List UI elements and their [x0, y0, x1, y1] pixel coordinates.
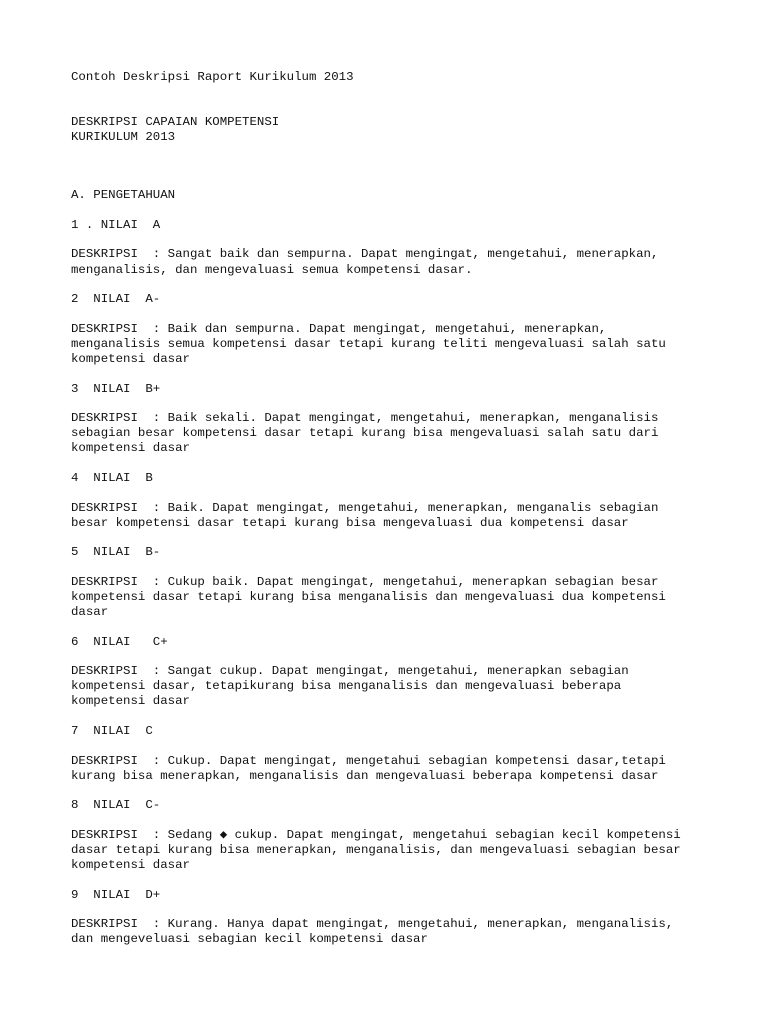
grade-description	[71, 411, 731, 456]
grade-description	[71, 247, 731, 277]
grade-label: 7 NILAI C	[71, 723, 153, 738]
description-line: kurang bisa menerapkan, menganalisis dan mengevaluasi beberapa kompetensi dasar	[71, 768, 659, 783]
grade-description	[71, 754, 731, 784]
spacer	[71, 145, 731, 188]
spacer	[71, 278, 731, 293]
spacer	[71, 784, 731, 799]
description-line: DESKRIPSI : Kurang. Hanya dapat mengingat, mengetahui, menerapkan, menganalisis,	[71, 917, 674, 932]
spacer	[71, 397, 731, 412]
spacer	[71, 620, 731, 635]
spacer	[71, 307, 731, 322]
description-line: menganalisis semua kompetensi dasar tetapi kurang teliti mengevaluasi salah satu	[71, 336, 666, 351]
description-line: besar kompetensi dasar tetapi kurang bisa mengevaluasi dua kompetensi dasar	[71, 515, 629, 530]
spacer	[71, 203, 731, 218]
grade-label: 9 NILAI D+	[71, 887, 161, 902]
grade-label: 1 . NILAI A	[71, 217, 161, 232]
spacer	[71, 85, 731, 115]
spacer	[71, 233, 731, 248]
spacer	[71, 486, 731, 501]
spacer	[71, 903, 731, 918]
section-heading: A. PENGETAHUAN	[71, 188, 176, 203]
description-line: DESKRIPSI : Baik sekali. Dapat mengingat, mengetahui, menerapkan, menganalisis	[71, 411, 659, 426]
spacer	[71, 456, 731, 471]
grade-label: 6 NILAI C+	[71, 634, 168, 649]
description-line: kompetensi dasar	[71, 441, 190, 456]
description-line: DESKRIPSI : Cukup baik. Dapat mengingat, mengetahui, menerapkan sebagian besar	[71, 574, 659, 589]
spacer	[71, 873, 731, 888]
heading-line-1: DESKRIPSI CAPAIAN KOMPETENSI	[71, 115, 280, 130]
description-line: sebagian besar kompetensi dasar tetapi kurang bisa mengevaluasi salah satu dari	[71, 426, 659, 441]
spacer	[71, 739, 731, 754]
grade-description	[71, 917, 731, 947]
description-line: DESKRIPSI : Cukup. Dapat mengingat, mengetahui sebagian kompetensi dasar,tetapi	[71, 753, 666, 768]
grade-description	[71, 322, 731, 367]
description-line: menganalisis, dan mengevaluasi semua kompetensi dasar.	[71, 262, 473, 277]
description-line: DESKRIPSI : Sedang ◆ cukup. Dapat mengingat, mengetahui sebagian kecil kompetensi	[71, 827, 681, 842]
spacer	[71, 709, 731, 724]
grade-description	[71, 575, 731, 620]
document-title: Contoh Deskripsi Raport Kurikulum 2013	[71, 70, 354, 84]
heading-line-2: KURIKULUM 2013	[71, 130, 176, 145]
grade-list	[71, 203, 731, 947]
document-page	[71, 70, 731, 947]
description-line: DESKRIPSI : Baik. Dapat mengingat, mengetahui, menerapkan, menganalis sebagian	[71, 500, 659, 515]
grade-description	[71, 664, 731, 709]
description-line: kompetensi dasar tetapi kurang bisa menganalisis dan mengevaluasi dua kompetensi	[71, 589, 666, 604]
description-line: dasar	[71, 604, 109, 619]
grade-label: 5 NILAI B-	[71, 545, 161, 560]
spacer	[71, 367, 731, 382]
description-line: kompetensi dasar, tetapikurang bisa menganalisis dan mengevaluasi beberapa	[71, 679, 622, 694]
spacer	[71, 650, 731, 665]
description-line: dan mengeveluasi sebagian kecil kompetensi dasar	[71, 932, 428, 947]
description-line: DESKRIPSI : Sangat baik dan sempurna. Dapat mengingat, mengetahui, menerapkan,	[71, 247, 659, 262]
spacer	[71, 560, 731, 575]
grade-label: 2 NILAI A-	[71, 292, 161, 307]
description-line: kompetensi dasar	[71, 694, 190, 709]
description-line: dasar tetapi kurang bisa menerapkan, menganalisis, dan mengevaluasi sebagian besar	[71, 842, 681, 857]
spacer	[71, 813, 731, 828]
grade-label: 8 NILAI C-	[71, 798, 161, 813]
grade-description	[71, 501, 731, 531]
description-line: DESKRIPSI : Sangat cukup. Dapat mengingat, mengetahui, menerapkan sebagian	[71, 664, 629, 679]
description-line: kompetensi dasar	[71, 858, 190, 872]
grade-label: 3 NILAI B+	[71, 381, 161, 396]
description-line: DESKRIPSI : Baik dan sempurna. Dapat mengingat, mengetahui, menerapkan,	[71, 321, 607, 336]
grade-description	[71, 828, 731, 873]
spacer	[71, 531, 731, 546]
grade-label: 4 NILAI B	[71, 470, 153, 485]
description-line: kompetensi dasar	[71, 351, 190, 366]
